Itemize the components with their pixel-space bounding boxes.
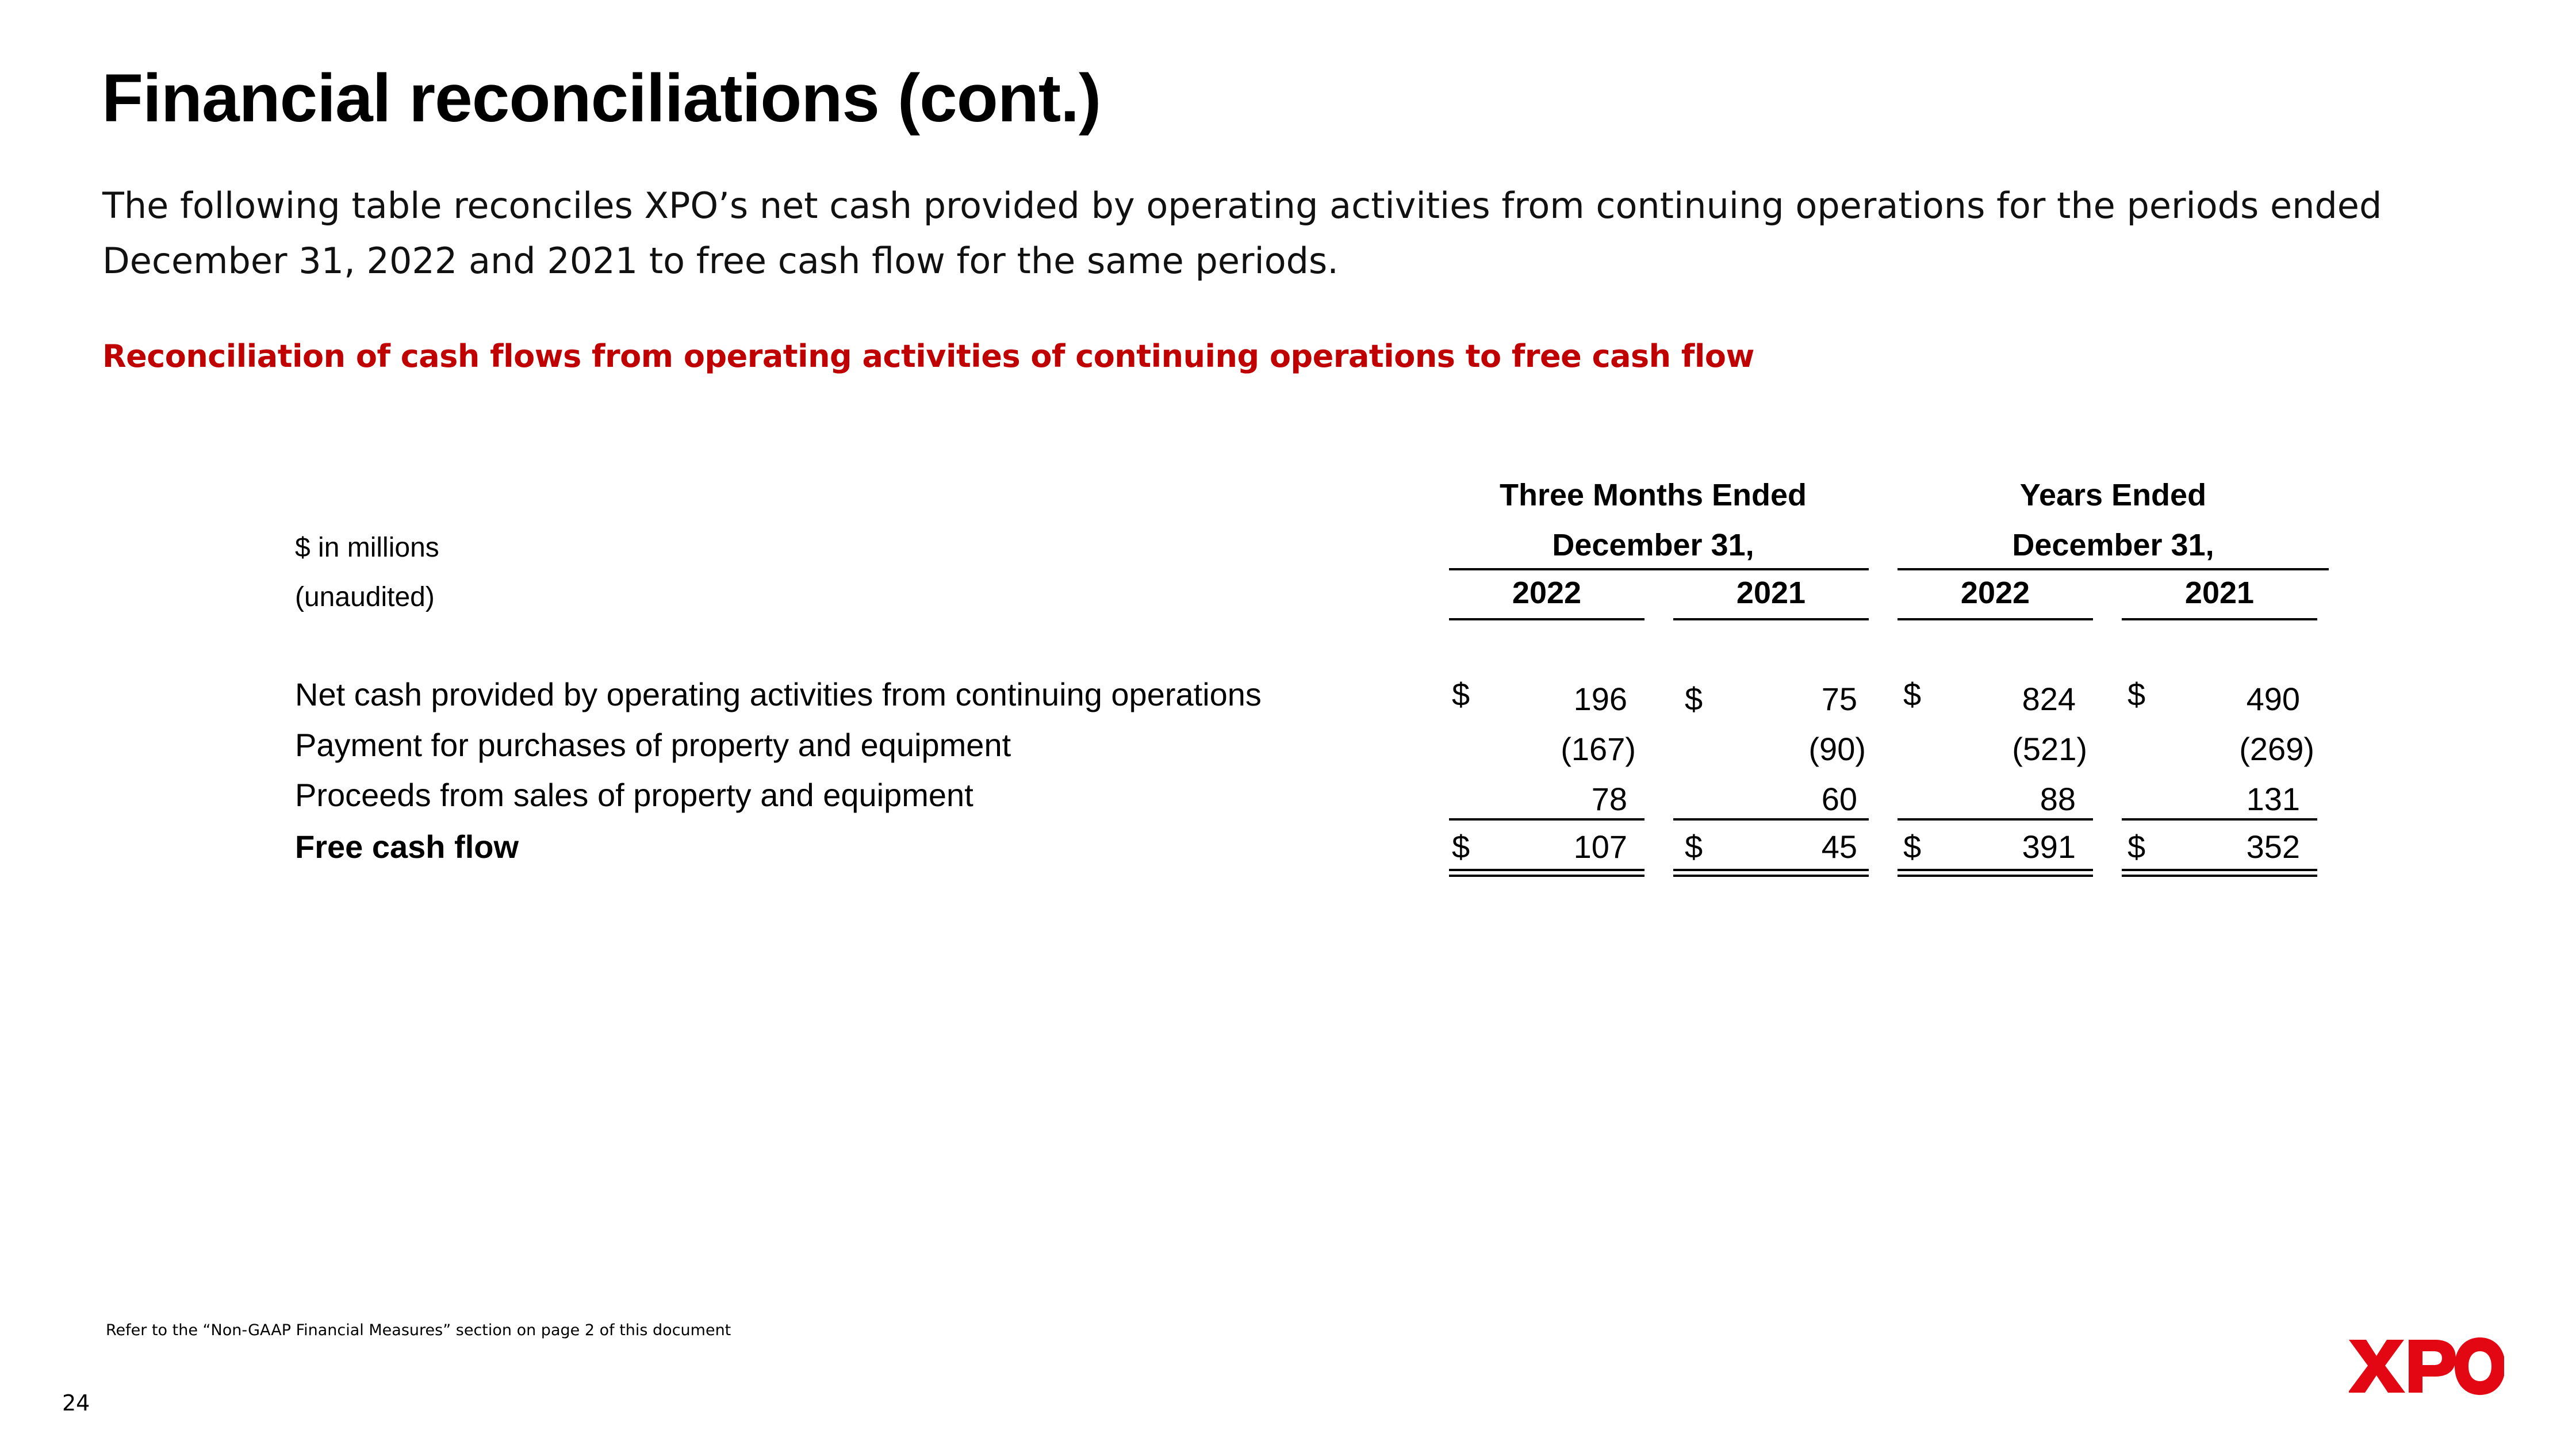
group-header-years: Years Ended xyxy=(2019,478,2207,512)
total-double-rule xyxy=(2122,869,2317,871)
currency-symbol: $ xyxy=(1685,681,1703,717)
row-label-proceeds: Proceeds from sales of property and equipment xyxy=(295,777,973,813)
row-label-free-cash-flow: Free cash flow xyxy=(295,829,519,865)
audit-label: (unaudited) xyxy=(295,582,435,612)
xpo-logo xyxy=(2349,1334,2504,1397)
subtotal-rule xyxy=(1449,818,1644,821)
year-rule xyxy=(2122,618,2317,620)
footnote: Refer to the “Non-GAAP Financial Measures” section on page 2 of this document xyxy=(106,1321,731,1339)
row-label-net-cash: Net cash provided by operating activities from continuing operations xyxy=(295,676,1262,712)
table-subtitle: Reconciliation of cash flows from operating activities of continuing operations to free cash flow xyxy=(102,338,1754,374)
group-header-years-date: December 31, xyxy=(2012,528,2214,562)
currency-symbol: $ xyxy=(1903,676,1922,712)
units-label: $ in millions xyxy=(295,532,439,563)
year-rule xyxy=(1897,618,2093,620)
row-label-payments: Payment for purchases of property and equipment xyxy=(295,727,1011,763)
year-rule xyxy=(1673,618,1869,620)
total-double-rule xyxy=(1673,869,1869,871)
value-cell: (269) xyxy=(2239,731,2314,767)
value-cell: (90) xyxy=(1808,731,1866,767)
total-double-rule xyxy=(1449,869,1644,871)
page-title: Financial reconciliations (cont.) xyxy=(102,60,1101,136)
subtotal-rule xyxy=(2122,818,2317,821)
year-rule xyxy=(1449,618,1644,620)
year-header: 2021 xyxy=(1736,576,1806,610)
group-rule-three-months xyxy=(1449,568,1869,570)
page-number: 24 xyxy=(62,1390,90,1416)
total-double-rule xyxy=(1897,875,2093,877)
currency-symbol: $ xyxy=(1685,829,1703,865)
group-header-three-months-date: December 31, xyxy=(1552,528,1754,562)
value-cell: 88 xyxy=(2040,781,2076,817)
year-header: 2022 xyxy=(1512,576,1582,610)
currency-symbol: $ xyxy=(2128,676,2146,712)
value-cell: 60 xyxy=(1821,781,1857,817)
group-rule-years xyxy=(1897,568,2329,570)
intro-text: The following table reconciles XPO’s net cash provided by operating activities from continuing operations for the periods ended December 31, 2022 and 2021 to free cash flow for the same periods. xyxy=(102,185,2382,282)
currency-symbol: $ xyxy=(1452,829,1470,865)
value-cell: 75 xyxy=(1821,681,1857,717)
year-header: 2021 xyxy=(2184,576,2255,610)
total-double-rule xyxy=(2122,875,2317,877)
value-cell: 352 xyxy=(2246,829,2300,865)
value-cell: (167) xyxy=(1561,731,1636,767)
value-cell: 824 xyxy=(2022,681,2076,717)
currency-symbol: $ xyxy=(2128,829,2146,865)
value-cell: 107 xyxy=(1573,829,1627,865)
value-cell: 78 xyxy=(1591,781,1627,817)
subtotal-rule xyxy=(1897,818,2093,821)
year-header: 2022 xyxy=(1960,576,2030,610)
value-cell: 490 xyxy=(2246,681,2300,717)
value-cell: 45 xyxy=(1821,829,1857,865)
total-double-rule xyxy=(1673,875,1869,877)
total-double-rule xyxy=(1449,875,1644,877)
value-cell: 391 xyxy=(2022,829,2076,865)
currency-symbol: $ xyxy=(1452,676,1470,712)
currency-symbol: $ xyxy=(1903,829,1922,865)
value-cell: 131 xyxy=(2246,781,2300,817)
value-cell: 196 xyxy=(1573,681,1627,717)
group-header-three-months: Three Months Ended xyxy=(1499,478,1807,512)
subtotal-rule xyxy=(1673,818,1869,821)
total-double-rule xyxy=(1897,869,2093,871)
value-cell: (521) xyxy=(2012,731,2087,767)
